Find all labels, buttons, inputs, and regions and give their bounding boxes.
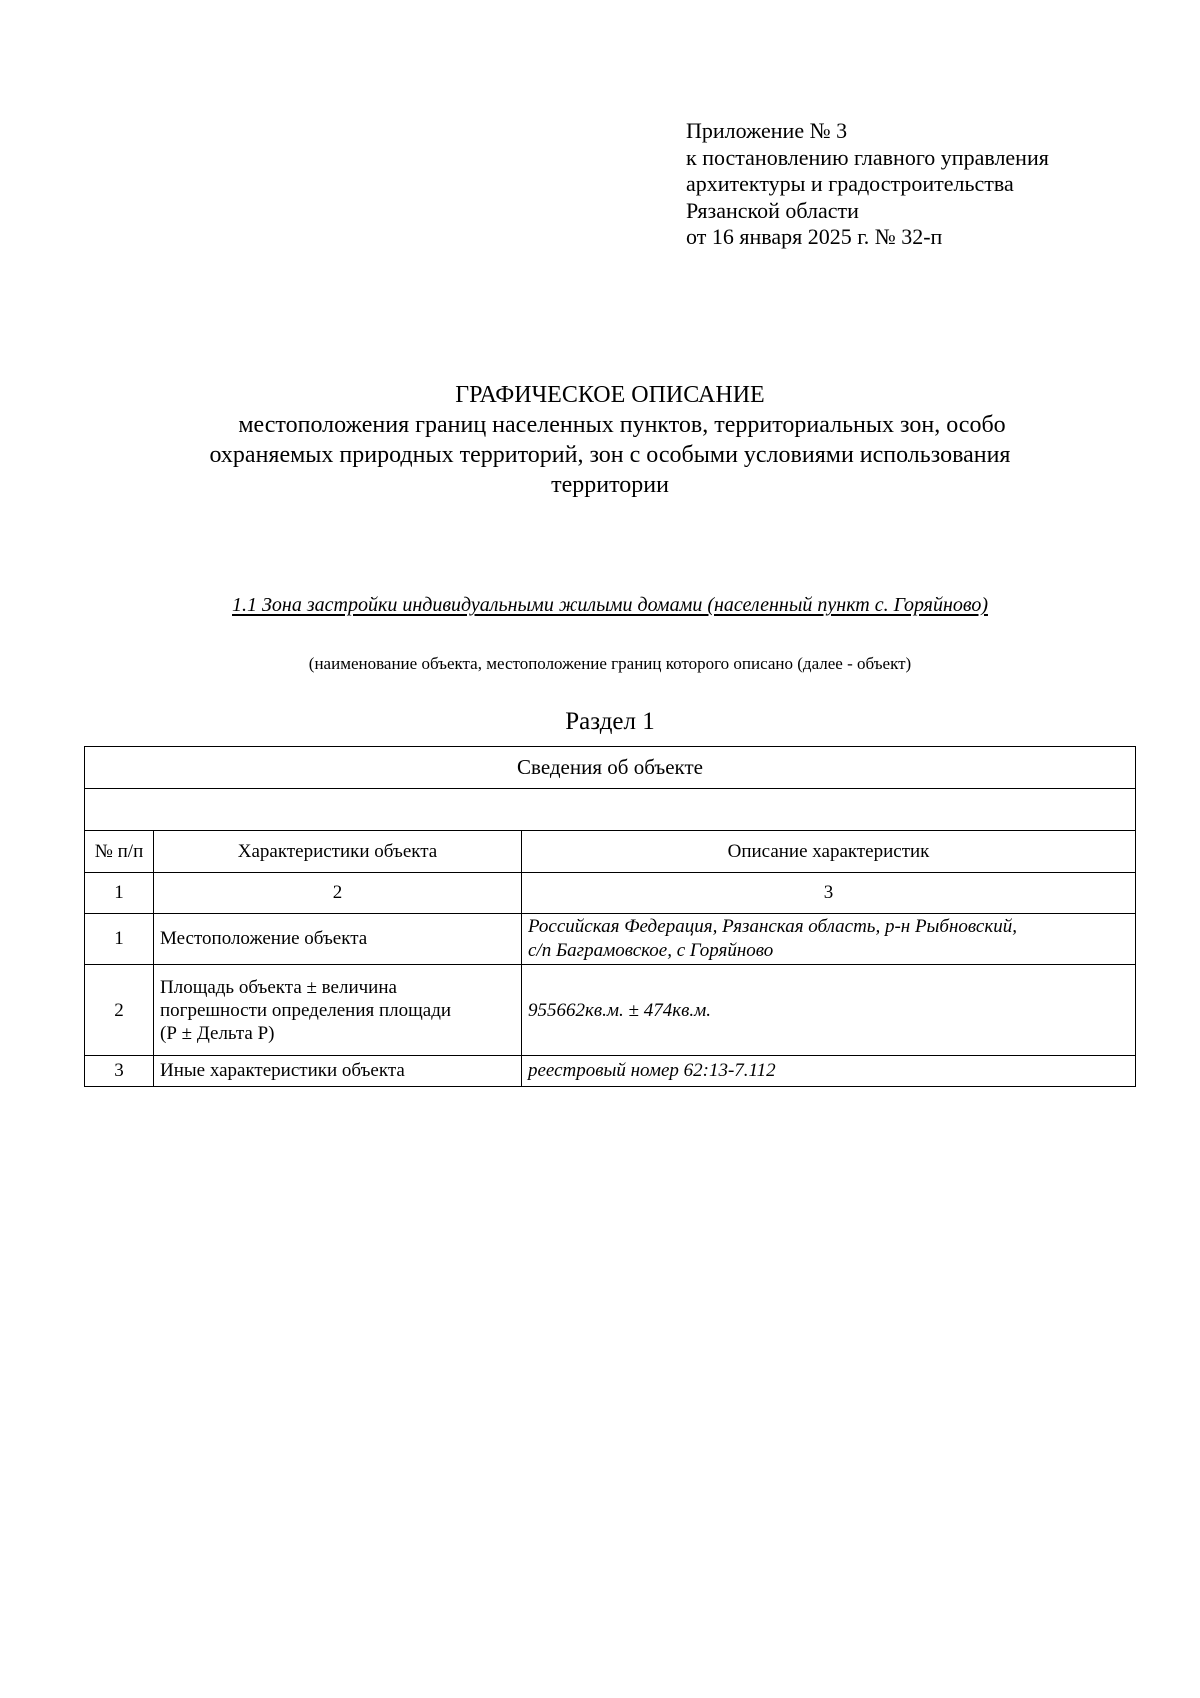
table-row	[85, 965, 1136, 1056]
characteristic-line: погрешности определения площади	[160, 999, 452, 1021]
column-header-characteristic: Характеристики объекта	[154, 831, 522, 873]
table-empty-row	[85, 789, 1136, 831]
description-line: Российская Федерация, Рязанская область, р-н Рыбновский,	[528, 916, 1017, 937]
characteristic-line: Площадь объекта ± величина	[160, 976, 397, 998]
table-row	[85, 1056, 1136, 1087]
column-header-description: Описание характеристик	[522, 831, 1136, 873]
object-name: 1.1 Зона застройки индивидуальными жилыми домами (населенный пункт с. Горяйново)	[232, 594, 988, 616]
row-description: реестровый номер 62:13-7.112	[522, 1056, 1136, 1087]
column-number: 3	[522, 873, 1136, 914]
row-number: 1	[85, 914, 154, 965]
section-title: Раздел 1	[565, 708, 655, 735]
title-line: территории	[551, 472, 669, 498]
column-header-num: № п/п	[85, 831, 154, 873]
title-line: охраняемых природных территорий, зон с особыми условиями использования	[209, 442, 1011, 468]
column-number: 1	[85, 873, 154, 914]
description-line: с/п Баграмовское, с Горяйново	[528, 940, 774, 961]
row-number: 2	[85, 965, 154, 1056]
appendix-line: Рязанской области	[686, 197, 859, 223]
row-characteristic: Иные характеристики объекта	[154, 1056, 522, 1087]
object-info-table	[84, 746, 1136, 1087]
row-characteristic: Местоположение объекта	[154, 914, 522, 965]
appendix-line: архитектуры и градостроительства	[686, 171, 1014, 196]
appendix-line: Приложение № 3	[686, 118, 848, 143]
row-description	[522, 914, 1136, 965]
row-description: 955662кв.м. ± 474кв.м.	[522, 965, 1136, 1056]
document-title	[120, 380, 1100, 500]
column-number: 2	[154, 873, 522, 914]
table-row	[85, 914, 1136, 965]
table-header: Сведения об объекте	[85, 747, 1136, 789]
object-caption: (наименование объекта, местоположение границ которого описано (далее - объект)	[308, 654, 912, 673]
title-heading: ГРАФИЧЕСКОЕ ОПИСАНИЕ	[455, 382, 765, 408]
appendix-line: к постановлению главного управления	[686, 144, 1049, 170]
row-characteristic	[154, 965, 522, 1056]
appendix-block	[686, 118, 1166, 251]
title-line: местоположения границ населенных пунктов, территориальных зон, особо	[238, 412, 1006, 438]
characteristic-line: (Р ± Дельта Р)	[160, 1022, 275, 1044]
appendix-line: от 16 января 2025 г. № 32-п	[686, 224, 943, 249]
row-number: 3	[85, 1056, 154, 1087]
